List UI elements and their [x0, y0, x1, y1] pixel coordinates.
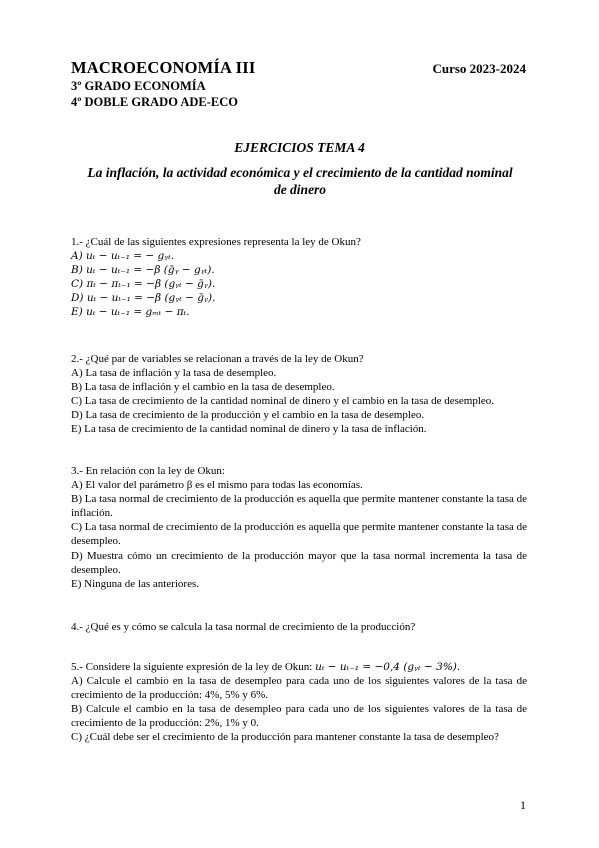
header-block [71, 58, 526, 110]
answer-option: C) πₜ − πₜ₋₁ = −β (gᵧₜ − ḡᵧ). [71, 278, 216, 291]
answer-option: D) La tasa de crecimiento de la producción y el cambio en la tasa de desempleo. [71, 409, 425, 422]
answer-option: D) uₜ − uₜ₋₁ = −β (gᵧₜ − ḡᵧ). [71, 292, 216, 305]
okun-formula: uₜ − uₜ₋₁ = −0,4 (gᵧₜ − 3%). [315, 661, 461, 673]
answer-option: A) uₜ − uₜ₋₁ = − gᵧₜ. [71, 250, 175, 263]
question-prompt: 1.- ¿Cuál de las siguientes expresiones representa la ley de Okun? [71, 236, 361, 248]
question-3 [71, 464, 527, 591]
degree-line: 3º GRADO ECONOMÍA [71, 79, 206, 93]
answer-option: A) El valor del parámetro β es el mismo para todas las economías. [71, 479, 363, 492]
question-prompt: 5.- Considere la siguiente expresión de la ley de Okun: [71, 661, 313, 673]
answer-option: B) La tasa normal de crecimiento de la producción es aquella que permite mantener constante la tasa de inflación. [71, 493, 528, 520]
page-number: 1 [520, 798, 526, 812]
answer-option: A) Calcule el cambio en la tasa de desempleo para cada uno de los siguientes valores de la tasa de crecimiento de la producción: 4%, 5% y 6%. [71, 675, 527, 702]
topic-title: La inflación, la actividad económica y el crecimiento de la cantidad nominal de dinero [87, 165, 513, 197]
answer-option: E) La tasa de crecimiento de la cantidad nominal de dinero y la tasa de inflación. [71, 423, 427, 436]
answer-option: C) La tasa de crecimiento de la cantidad nominal de dinero y el cambio en la tasa de desempleo. [71, 395, 495, 408]
answer-option: C) ¿Cuál debe ser el crecimiento de la producción para mantener constante la tasa de desempleo? [71, 731, 499, 744]
degree-line: 4º DOBLE GRADO ADE-ECO [71, 95, 238, 109]
question-prompt: 3.- En relación con la ley de Okun: [71, 465, 225, 477]
answer-option: E) Ninguna de las anteriores. [71, 577, 199, 590]
answer-option: B) Calcule el cambio en la tasa de desempleo para cada uno de los siguientes valores de la tasa de crecimiento de la producción: 2%, 1% y 0. [71, 703, 527, 730]
question-prompt-line [71, 660, 527, 674]
question-1 [71, 235, 527, 320]
question-5 [71, 660, 527, 745]
answer-option: D) Muestra cómo un crecimiento de la producción mayor que la tasa normal incrementa la tasa de desempleo. [71, 549, 527, 576]
question-4 [71, 620, 527, 634]
answer-option: C) La tasa normal de crecimiento de la producción es aquella que permite mantener constante la tasa de desempleo. [71, 521, 528, 548]
course-title: MACROECONOMÍA III [71, 58, 256, 77]
answer-option: A) La tasa de inflación y la tasa de desempleo. [71, 367, 277, 380]
answer-option: B) uₜ − uₜ₋₁ = −β (ḡᵧ − gᵧₜ). [71, 264, 215, 277]
academic-year: Curso 2023-2024 [432, 61, 526, 76]
answer-option: E) uₜ − uₜ₋₁ = gₘₜ − πₜ. [71, 306, 190, 319]
question-prompt: 2.- ¿Qué par de variables se relacionan a través de la ley de Okun? [71, 353, 364, 365]
answer-option: B) La tasa de inflación y el cambio en la tasa de desempleo. [71, 381, 335, 394]
question-prompt: 4.- ¿Qué es y cómo se calcula la tasa normal de crecimiento de la producción? [71, 621, 416, 633]
question-2 [71, 352, 527, 437]
exercises-title: EJERCICIOS TEMA 4 [234, 140, 365, 155]
